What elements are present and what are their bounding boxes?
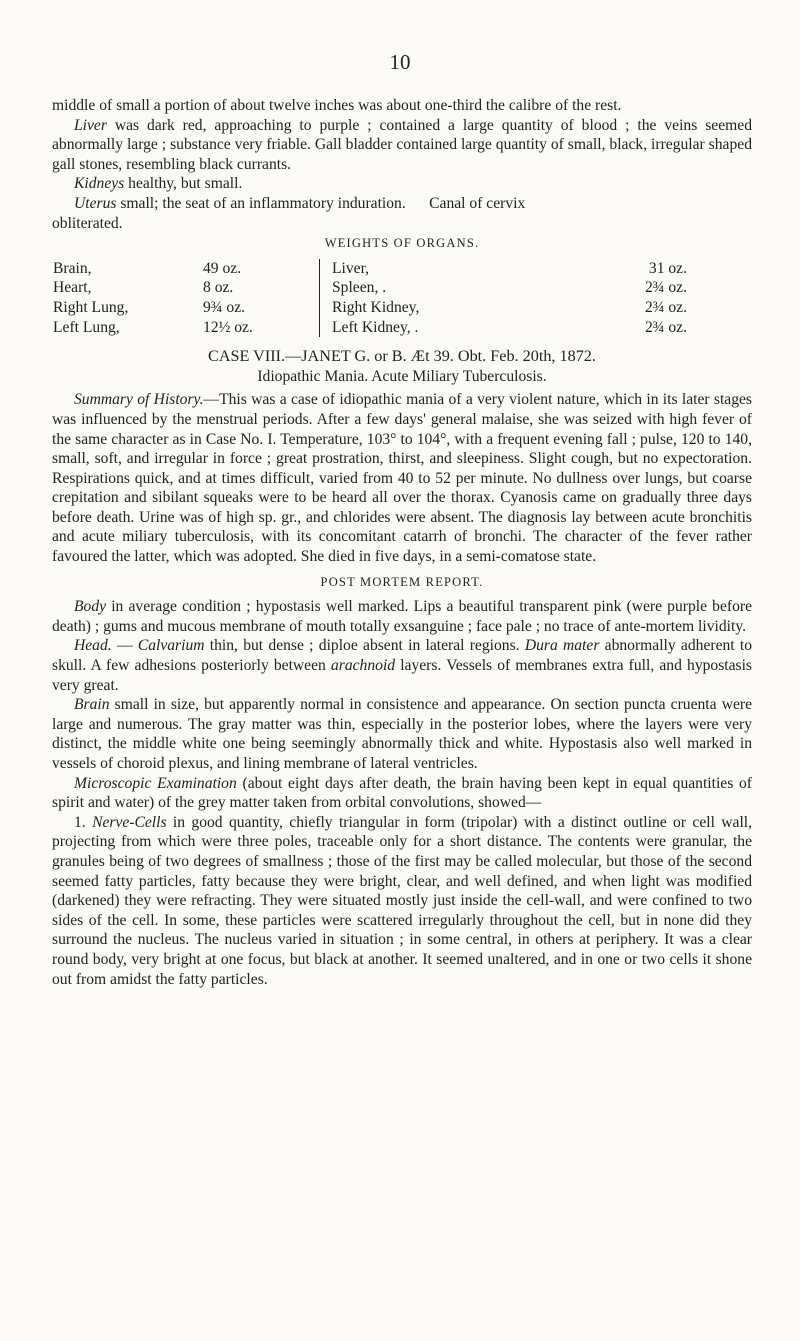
arachnoid-lead: arachnoid <box>330 657 396 675</box>
weights-row <box>53 318 687 338</box>
kidneys-lead: Kidneys <box>74 175 125 193</box>
nerve-num: 1. <box>74 813 93 831</box>
paragraph-microscopic <box>52 774 752 813</box>
page-number: 10 <box>389 50 411 74</box>
uterus-lead: Uterus <box>74 194 117 212</box>
organ-weight: 2¾ oz. <box>644 298 687 316</box>
organ-weight: 2¾ oz. <box>644 279 687 297</box>
paragraph-uterus <box>52 194 752 233</box>
organ-name: Heart, <box>53 279 92 297</box>
page-content <box>52 96 752 989</box>
head-lead: Head. <box>74 637 112 655</box>
post-mortem-heading: POST MORTEM REPORT. <box>320 574 484 589</box>
weights-table <box>53 259 687 337</box>
dura-lead: Dura mater <box>524 637 600 655</box>
head-text-1: thin, but dense ; diploe absent in lateral regions. <box>204 637 525 655</box>
head-text-3: layers. Vessels of membranes extra full, and hypostasis very great. <box>52 657 752 694</box>
weights-heading: WEIGHTS OF ORGANS. <box>324 236 480 251</box>
organ-weight: 49 oz. <box>203 259 242 277</box>
organ-weight: 31 oz. <box>648 259 687 277</box>
micro-lead: Microscopic Examination <box>74 774 237 792</box>
paragraph-liver <box>52 116 752 175</box>
organ-name: Left Lung, <box>53 318 120 336</box>
paragraph-body <box>52 597 752 636</box>
uterus-text: small; the seat of an inflammatory induration. <box>116 194 406 212</box>
liver-text: was dark red, approaching to purple ; contained a large quantity of blood ; the veins seemed abnormally large ; substance very friable. Gall bladder contained large quantity of small, black, irregular shaped gall stones, resembling black currants. <box>52 116 752 173</box>
micro-text: (about eight days after death, the brain having been kept in equal quantities of spirit and water) of the grey matter taken from orbital convolutions, showed— <box>52 774 752 812</box>
paragraph-head <box>52 636 752 695</box>
organ-weight: 12½ oz. <box>203 318 253 336</box>
paragraph-text: middle of small a portion of about twelve inches was about one-third the calibre of the rest. <box>52 97 622 114</box>
uterus-end: obliterated. <box>52 214 123 232</box>
paragraph-summary <box>52 390 752 566</box>
body-lead: Body <box>74 598 107 616</box>
calvarium-lead: Calvarium <box>137 637 205 655</box>
brain-lead: Brain <box>74 696 110 714</box>
column-divider <box>320 278 333 298</box>
kidneys-text: healthy, but small. <box>124 175 243 193</box>
weights-row <box>53 259 687 279</box>
brain-text: small in size, but apparently normal in consistence and appearance. On section puncta cruenta were large and numerous. The gray matter was thin, especially in the posterior lobes, where the layers were very distinct, the middle white one being seemingly abnormally thick and white. Hypostasis also well marked in vessels of choroid plexus, and lining membrane of lateral ventricles. <box>52 696 752 772</box>
summary-text: —This was a case of idiopathic mania of a very violent nature, which in its later stages was influenced by the menstrual periods. After a few days' general malaise, she was seized with high fever of the same character as in Case No. I. Temperature, 103° to 104°, with a frequent evening fall ; pulse, 120 to 140, small, soft, and irregular in force ; great prostration, thirst, and sleepiness. Slight cough, but no expectoration. Respirations quick, and at times difficult, varied from 40 to 52 per minute. No dullness over lungs, but coarse crepitation and sibilant squeaks were to be heard all over the thorax. Cyanosis came on gradually three days before death. Urine was of high sp. gr., and chlorides were absent. The diagnosis lay between acute bronchitis and acute miliary tuberculosis, with its concomitant catarrh of bronchi. The character of the fever rather favoured the latter, which was adopted. She died in five days, in a semi-comatose state. <box>52 391 752 566</box>
column-divider <box>320 259 333 279</box>
organ-weight: 9¾ oz. <box>203 298 246 316</box>
organ-weight: 8 oz. <box>203 279 234 297</box>
organ-name: Right Kidney, <box>332 298 420 316</box>
column-divider <box>320 298 333 318</box>
uterus-right: Canal of cervix <box>429 194 526 212</box>
paragraph-nerve-cells <box>52 813 752 989</box>
organ-name: Brain, <box>53 259 92 277</box>
organ-name: Left Kidney, . <box>332 318 419 336</box>
paragraph-continuation <box>52 96 752 116</box>
nerve-text: in good quantity, chiefly triangular in form (tripolar) with a distinct outline or cell wall, projecting from which were three poles, traceable only for a short distance. The contents were granular, the granules being of two degrees of smallness ; those of the first may be called molecular, but those of the second seemed fatty particles, fatty because they were bright, clear, and well defined, and when light was modified (darkened) they were refracting. They were situated mostly just inside the cell-wall, and were confined to two sides of the cell. In some, these particles were scattered irregularly throughout the cell, but in none did they surround the nucleus. The nucleus varied in situation ; in some central, in others at periphery. It was a clear round body, very bright at one focus, but black at another. It seemed unaltered, and in one or two cells it shone out from amidst the fatty particles. <box>52 813 753 988</box>
paragraph-kidneys <box>52 174 752 194</box>
paragraph-brain <box>52 695 752 773</box>
organ-weight: 2¾ oz. <box>644 318 687 336</box>
weights-row <box>53 298 687 318</box>
weights-row <box>53 278 687 298</box>
organ-name: Right Lung, <box>53 298 129 316</box>
organ-name: Spleen, . <box>332 279 387 297</box>
column-divider <box>320 318 333 338</box>
case-subtitle: Idiopathic Mania. Acute Miliary Tuberculosis. <box>257 367 547 385</box>
nerve-lead: Nerve-Cells <box>92 813 167 831</box>
head-text-2: abnormally adherent to skull. A few adhesions posteriorly between <box>52 637 753 675</box>
case-title: CASE VIII.—JANET G. or B. Æt 39. Obt. Feb. 20th, 1872. <box>208 347 596 366</box>
head-dash: — <box>111 637 138 655</box>
liver-lead: Liver <box>74 116 107 134</box>
body-text: in average condition ; hypostasis well marked. Lips a beautiful transparent pink (were purple before death) ; gums and mucous membrane of mouth totally exsanguine ; face pale ; no trace of ante-mortem lividity. <box>52 598 752 635</box>
organ-name: Liver, <box>332 259 370 277</box>
summary-lead: Summary of History. <box>74 391 204 409</box>
